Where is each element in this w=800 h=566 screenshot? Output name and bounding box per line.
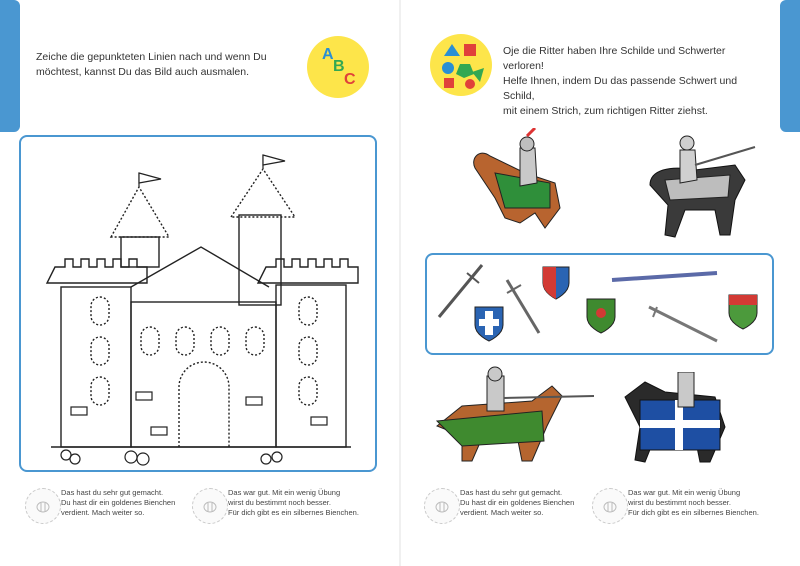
footer-silver-bee-rating[interactable]: [192, 488, 382, 528]
right-page-tab: [780, 0, 800, 132]
right-instruction-line-1: Oje die Ritter haben Ihre Schilde und Schwerter verloren!: [503, 45, 726, 72]
footer-text-line: wirst du bestimmt noch besser.: [228, 498, 331, 507]
footer-text-line: verdient. Mach weiter so.: [61, 508, 145, 517]
footer-silver-bee-rating[interactable]: [592, 488, 782, 528]
geometric-shapes-icon: [430, 34, 492, 96]
footer-text-line: wirst du bestimmt noch besser.: [628, 498, 731, 507]
badge-letter-a: A: [322, 46, 334, 63]
right-instruction: [503, 44, 767, 119]
footer-text-line: Das hast du sehr gut gemacht.: [61, 488, 164, 497]
badge-letter-b: B: [333, 58, 345, 75]
left-page-tab: [0, 0, 20, 132]
bee-stamp-icon: [592, 488, 628, 524]
footer-text-line: Du hast dir ein goldenes Bienchen: [460, 498, 575, 507]
footer-text-line: Das hast du sehr gut gemacht.: [460, 488, 563, 497]
page-gutter: [399, 0, 401, 566]
right-instruction-line-3: mit einem Strich, zum richtigen Ritter ziehst.: [503, 105, 708, 117]
left-instruction-line-2: möchtest, kannst Du das Bild auch ausmalen.: [36, 66, 250, 78]
right-instruction-line-2: Helfe Ihnen, indem Du das passende Schwert und Schild,: [503, 75, 738, 102]
abc-badge-icon: [307, 36, 369, 98]
bee-stamp-icon: [25, 488, 61, 524]
shields-and-swords-panel: [425, 253, 774, 355]
left-instruction: [36, 50, 291, 80]
footer-text-line: Für dich gibt es ein silbernes Bienchen.: [228, 508, 359, 517]
dotted-castle-illustration[interactable]: [21, 137, 375, 470]
shields-and-swords-set[interactable]: [427, 255, 772, 353]
bee-stamp-icon: [424, 488, 460, 524]
footer-text-line: Du hast dir ein goldenes Bienchen: [61, 498, 176, 507]
badge-letter-c: C: [344, 71, 356, 88]
knight-red-green-illustration[interactable]: [465, 128, 575, 243]
footer-gold-bee-rating[interactable]: [424, 488, 614, 528]
footer-text-line: Für dich gibt es ein silbernes Bienchen.: [628, 508, 759, 517]
castle-drawing-frame: [19, 135, 377, 472]
footer-gold-bee-rating[interactable]: [25, 488, 215, 528]
footer-text-line: Das war gut. Mit ein wenig Übung: [228, 488, 341, 497]
knight-green-horse-illustration[interactable]: [432, 366, 597, 466]
knight-blue-white-illustration[interactable]: [620, 372, 730, 467]
footer-text-line: Das war gut. Mit ein wenig Übung: [628, 488, 741, 497]
footer-text-line: verdient. Mach weiter so.: [460, 508, 544, 517]
knight-black-horse-illustration[interactable]: [640, 125, 758, 243]
left-instruction-line-1: Zeiche die gepunkteten Linien nach und wenn Du: [36, 51, 267, 63]
bee-stamp-icon: [192, 488, 228, 524]
shapes-badge-icon: [430, 34, 492, 96]
